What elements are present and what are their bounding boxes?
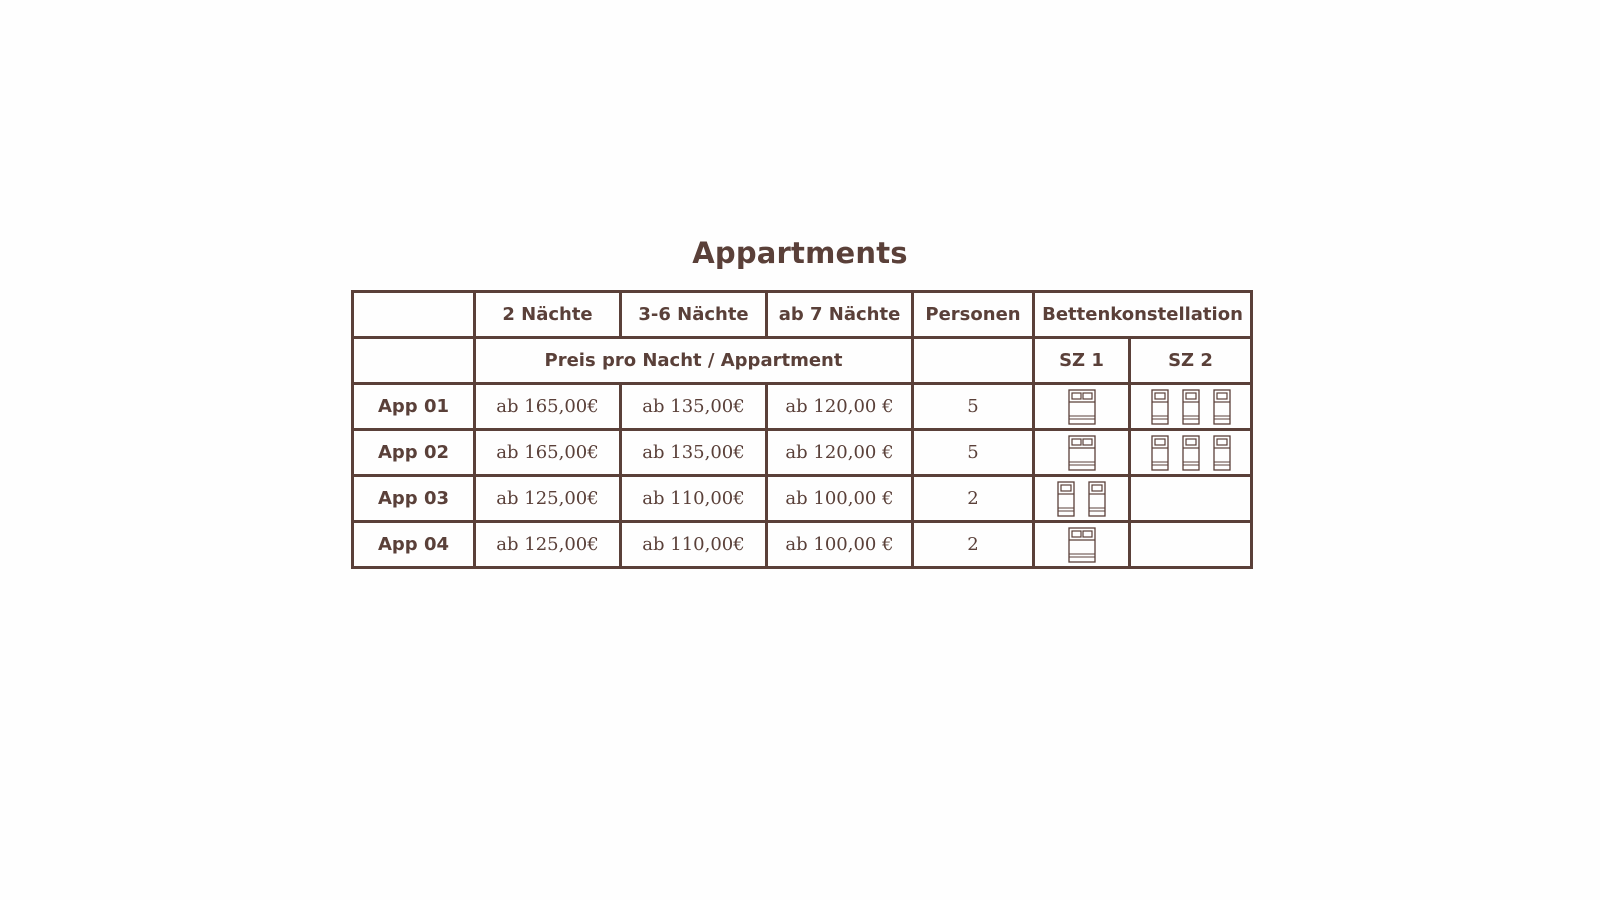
price-2-nights-cell: ab 125,00€ [475, 522, 621, 568]
price-3-6-nights-cell: ab 110,00€ [621, 476, 767, 522]
price-7-nights-cell: ab 100,00 € [767, 476, 913, 522]
sz1-beds-cell [1034, 384, 1130, 430]
sz1-beds-cell [1034, 476, 1130, 522]
page-title: Appartments [692, 236, 908, 270]
price-7-nights-cell: ab 100,00 € [767, 522, 913, 568]
single-bed-icon [1213, 389, 1231, 425]
row-label: App 02 [353, 430, 475, 476]
table-row [353, 430, 1252, 476]
subheader-blank-cell [353, 338, 475, 384]
persons-cell: 2 [913, 476, 1034, 522]
sz1-beds-cell [1034, 430, 1130, 476]
table-row [353, 522, 1252, 568]
single-bed-icon [1182, 389, 1200, 425]
sz2-beds-cell [1130, 522, 1252, 568]
header-row [353, 292, 1252, 338]
double-bed-icon [1068, 389, 1096, 425]
price-2-nights-cell: ab 125,00€ [475, 476, 621, 522]
row-label: App 03 [353, 476, 475, 522]
price-7-nights-cell: ab 120,00 € [767, 384, 913, 430]
single-bed-icon [1151, 435, 1169, 471]
double-bed-icon [1068, 527, 1096, 563]
subheader-row [353, 338, 1252, 384]
sz2-beds-cell [1130, 476, 1252, 522]
sz2-beds-cell [1130, 384, 1252, 430]
subheader-persons-blank [913, 338, 1034, 384]
single-bed-icon [1057, 481, 1075, 517]
price-3-6-nights-cell: ab 110,00€ [621, 522, 767, 568]
persons-cell: 5 [913, 430, 1034, 476]
single-bed-icon [1213, 435, 1231, 471]
price-7-nights-cell: ab 120,00 € [767, 430, 913, 476]
subheader-sz1: SZ 1 [1034, 338, 1130, 384]
header-7-nights: ab 7 Nächte [767, 292, 913, 338]
persons-cell: 2 [913, 522, 1034, 568]
sz1-beds-cell [1034, 522, 1130, 568]
double-bed-icon [1068, 435, 1096, 471]
single-bed-icon [1182, 435, 1200, 471]
header-persons: Personen [913, 292, 1034, 338]
price-table [351, 290, 1253, 569]
table-row [353, 384, 1252, 430]
price-2-nights-cell: ab 165,00€ [475, 384, 621, 430]
subheader-sz2: SZ 2 [1130, 338, 1252, 384]
header-3-6-nights: 3-6 Nächte [621, 292, 767, 338]
header-bed-configuration: Bettenkonstellation [1034, 292, 1252, 338]
subheader-price-unit: Preis pro Nacht / Appartment [475, 338, 913, 384]
row-label: App 04 [353, 522, 475, 568]
price-3-6-nights-cell: ab 135,00€ [621, 430, 767, 476]
price-2-nights-cell: ab 165,00€ [475, 430, 621, 476]
header-2-nights: 2 Nächte [475, 292, 621, 338]
header-blank-cell [353, 292, 475, 338]
price-3-6-nights-cell: ab 135,00€ [621, 384, 767, 430]
single-bed-icon [1151, 389, 1169, 425]
sz2-beds-cell [1130, 430, 1252, 476]
single-bed-icon [1088, 481, 1106, 517]
persons-cell: 5 [913, 384, 1034, 430]
table-row [353, 476, 1252, 522]
row-label: App 01 [353, 384, 475, 430]
